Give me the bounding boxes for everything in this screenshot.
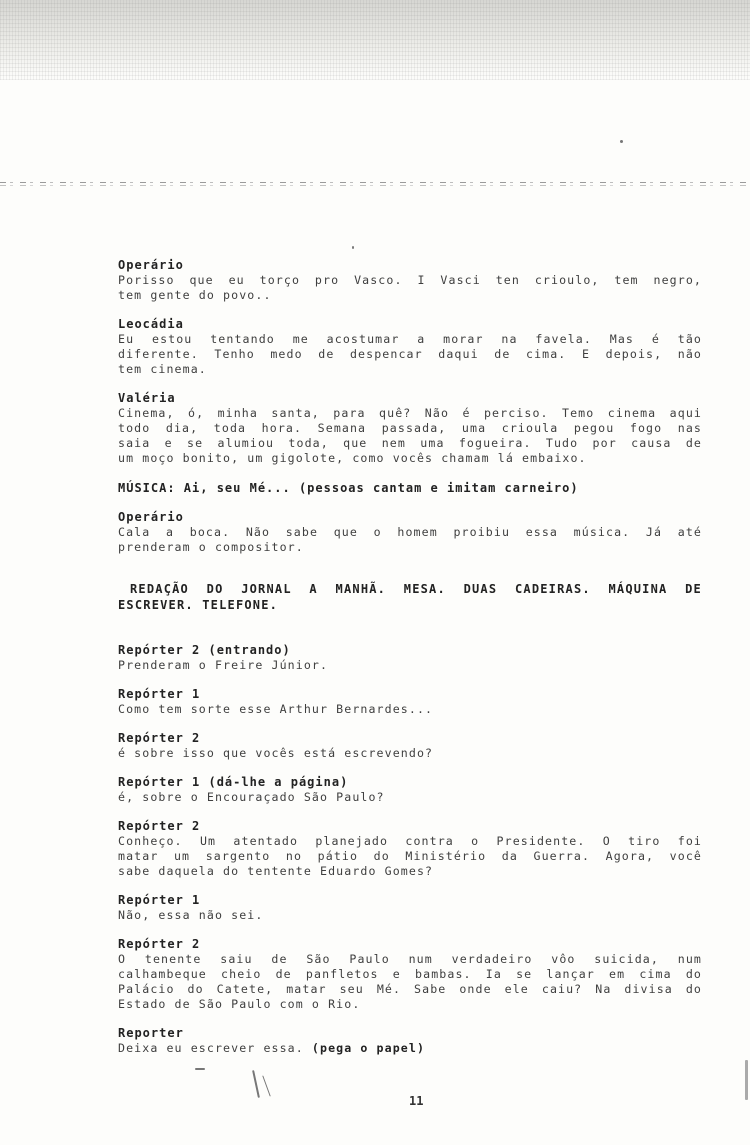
scan-line: [0, 185, 750, 186]
dialog-line: é, sobre o Encouraçado São Paulo?: [118, 790, 385, 804]
dialog-line: Palácio do Catete, matar seu Mé. Sabe onde ele caiu? Na divisa do: [118, 982, 702, 996]
dialog-line: Cinema, ó, minha santa, para quê? Não é perciso. Temo cinema aqui: [118, 406, 702, 420]
dialog-line: sabe daquela do tentente Eduardo Gomes?: [118, 864, 434, 878]
dialog-text: Deixa eu escrever essa.: [118, 1041, 312, 1055]
scan-speck: [352, 246, 354, 249]
dialog-block: [118, 643, 702, 673]
music-direction: MÚSICA: Ai, seu Mé... (pessoas cantam e imitam carneiro): [118, 481, 579, 495]
speaker-name: Operário: [118, 510, 184, 524]
speaker-name: Leocádia: [118, 317, 184, 331]
dialog-line: todo dia, toda hora. Semana passada, uma crioula pegou fogo nas: [118, 421, 702, 435]
dialog-block: [118, 937, 702, 1012]
dialog-line: é sobre isso que vocês está escrevendo?: [118, 746, 434, 760]
dialog-line: Como tem sorte esse Arthur Bernardes...: [118, 702, 434, 716]
scan-line: [0, 182, 750, 183]
dialog-line: diferente. Tenho medo de despencar daqui de cima. E depois, não: [118, 347, 702, 361]
speaker-name: Repórter 2 (entrando): [118, 643, 291, 657]
dialog-line: O tenente saiu de São Paulo num verdadeiro vôo suicida, num: [118, 952, 702, 966]
dialog-line: Cala a boca. Não sabe que o homem proibiu essa música. Já até: [118, 525, 702, 539]
dialog-line: tem gente do povo..: [118, 288, 272, 302]
dialog-block: [118, 391, 702, 466]
dialog-line: Eu estou tentando me acostumar a morar na favela. Mas é tão: [118, 332, 702, 346]
speaker-name: Reporter: [118, 1026, 184, 1040]
dialog-block: [118, 510, 702, 555]
scan-speck: [262, 1075, 270, 1096]
dialog-block: [118, 893, 702, 923]
stage-action: (pega o papel): [311, 1041, 426, 1055]
speaker-name: Repórter 2: [118, 937, 201, 951]
dialog-block: [118, 258, 702, 303]
dialog-line: Não, essa não sei.: [118, 908, 264, 922]
scan-noise-top: [0, 0, 750, 80]
dialog-block: [118, 731, 702, 761]
dialog-line: Porisso que eu torço pro Vasco. I Vasci ten crioulo, tem negro,: [118, 273, 702, 287]
dialog-block: [118, 819, 702, 879]
scene-heading: [118, 581, 702, 613]
dialog-line: calhambeque cheio de panfletos e bambas. Ia se lançar em cima do: [118, 967, 702, 981]
scan-speck: [252, 1070, 260, 1098]
speaker-name: Valéria: [118, 391, 176, 405]
dialog-block: [118, 775, 702, 805]
dialog-line: um moço bonito, um gigolote, como vocês chamam lá embaixo.: [118, 451, 587, 465]
speaker-name: Repórter 2: [118, 819, 201, 833]
script-page: [118, 258, 702, 1070]
speaker-name: Operário: [118, 258, 184, 272]
dialog-line: Estado de São Paulo com o Rio.: [118, 997, 361, 1011]
scene-heading-line: ESCREVER. TELEFONE.: [118, 598, 279, 612]
speaker-name: Repórter 1: [118, 687, 201, 701]
dialog-line: Conheço. Um atentado planejado contra o Presidente. O tiro foi: [118, 834, 702, 848]
scene-heading-line: REDAÇÃO DO JORNAL A MANHÃ. MESA. DUAS CADEIRAS. MÁQUINA DE: [130, 582, 702, 596]
dialog-block: [118, 317, 702, 377]
dialog-line: prenderam o compositor.: [118, 540, 304, 554]
scan-speck: [620, 140, 623, 143]
dialog-line: saia e se alumiou toda, que nem uma fogueira. Tudo por causa de: [118, 436, 702, 450]
dialog-line: tem cinema.: [118, 362, 207, 376]
speaker-name: Repórter 1 (dá-lhe a página): [118, 775, 349, 789]
dialog-line: Prenderam o Freire Júnior.: [118, 658, 329, 672]
scan-speck: [745, 1060, 748, 1100]
stage-direction-block: [118, 480, 702, 496]
dialog-line: matar um sargento no pátio do Ministério da Guerra. Agora, você: [118, 849, 702, 863]
speaker-name: Repórter 2: [118, 731, 201, 745]
dialog-block: [118, 1026, 702, 1056]
dialog-block: [118, 687, 702, 717]
page-number: 11: [409, 1094, 424, 1108]
dialog-line: [118, 1041, 702, 1056]
speaker-name: Repórter 1: [118, 893, 201, 907]
